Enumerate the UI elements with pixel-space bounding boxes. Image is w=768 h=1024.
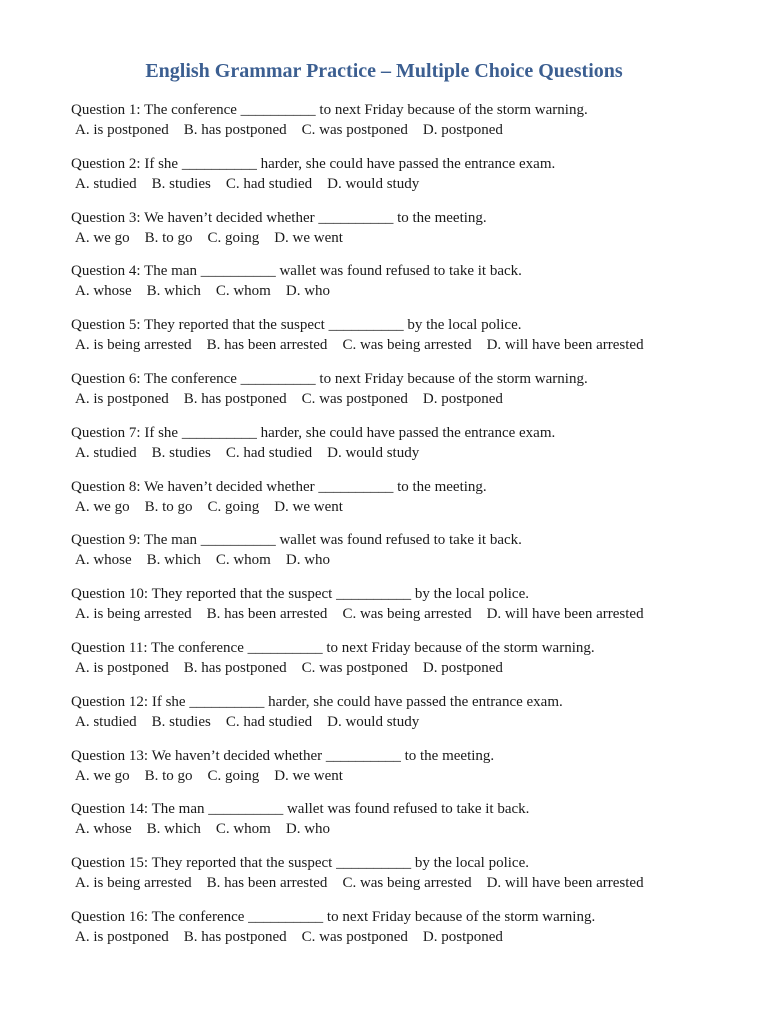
answer-options [71,228,741,249]
question-text: The conference __________ to next Friday because of the storm warning. [151,639,595,656]
question-item [71,100,741,154]
answer-option: C. whom [215,821,271,838]
answer-options [71,658,741,679]
answer-options [71,335,741,356]
question-number: Question 2: [71,155,141,172]
answer-option: D. we went [274,229,343,246]
question-item [71,261,741,315]
answer-option: D. who [285,821,331,838]
answer-option: D. we went [274,498,343,515]
question-stem [71,261,741,281]
answer-option: A. we go [75,498,130,515]
answer-options [71,281,741,302]
question-item [71,853,741,907]
question-number: Question 9: [71,532,141,549]
answer-option: B. has postponed [183,659,287,676]
question-text: If she __________ harder, she could have passed the entrance exam. [151,693,563,710]
answer-options [71,873,741,894]
answer-option: C. was postponed [301,390,408,407]
answer-options [71,927,741,948]
answer-options [71,120,741,141]
question-stem [71,369,741,389]
answer-option: C. was postponed [301,659,408,676]
answer-option: C. going [207,229,260,246]
question-number: Question 5: [71,317,141,334]
question-number: Question 7: [71,424,141,441]
question-text: They reported that the suspect __________ by the local police. [144,317,522,334]
answer-option: D. who [285,552,331,569]
question-number: Question 11: [71,639,148,656]
answer-option: A. is postponed [75,122,169,138]
question-item [71,907,741,961]
answer-option: C. whom [215,283,271,300]
question-number: Question 16: [71,908,149,925]
question-number: Question 13: [71,747,149,764]
answer-option: A. is being arrested [75,875,192,892]
question-list [71,100,741,961]
answer-option: B. has been arrested [206,875,328,892]
answer-option: C. had studied [225,444,313,461]
question-text: We haven’t decided whether __________ to the meeting. [151,747,495,764]
question-item [71,584,741,638]
question-item [71,423,741,477]
answer-option: D. will have been arrested [486,875,644,892]
question-text: If she __________ harder, she could have passed the entrance exam. [144,424,556,441]
answer-option: B. to go [144,767,193,784]
answer-option: C. going [207,498,260,515]
answer-option: A. studied [75,175,137,192]
question-number: Question 3: [71,209,141,226]
answer-option: B. has been arrested [206,606,328,623]
answer-option: B. has postponed [183,928,287,945]
question-item [71,208,741,262]
answer-option: D. will have been arrested [486,606,644,623]
question-stem [71,907,741,927]
question-stem [71,530,741,550]
question-text: The conference __________ to next Friday because of the storm warning. [151,908,596,925]
answer-option: B. studies [151,175,211,192]
question-number: Question 1: [71,102,141,118]
answer-option: B. studies [151,444,211,461]
question-stem [71,208,741,228]
answer-option: C. going [207,767,260,784]
answer-option: A. we go [75,229,130,246]
question-number: Question 14: [71,801,149,818]
question-text: If she __________ harder, she could have passed the entrance exam. [144,155,556,172]
answer-option: C. had studied [225,713,313,730]
answer-options [71,174,741,195]
question-stem [71,315,741,335]
answer-options [71,604,741,625]
question-number: Question 6: [71,370,141,387]
answer-option: C. was postponed [301,122,408,138]
question-item [71,477,741,531]
question-item [71,692,741,746]
question-stem [71,154,741,174]
document-title: English Grammar Practice – Multiple Choice Questions [145,60,623,82]
answer-options [71,497,741,518]
question-text: We haven’t decided whether __________ to the meeting. [144,209,487,226]
answer-option: B. has postponed [183,122,287,138]
question-item [71,315,741,369]
answer-options [71,766,741,787]
answer-option: B. which [146,821,201,838]
question-item [71,746,741,800]
answer-options [71,550,741,571]
question-item [71,154,741,208]
answer-option: B. to go [144,229,193,246]
question-text: The man __________ wallet was found refused to take it back. [144,532,522,549]
answer-option: A. is postponed [75,928,169,945]
question-text: They reported that the suspect __________ by the local police. [151,855,529,872]
question-text: The man __________ wallet was found refused to take it back. [144,263,522,280]
answer-option: C. was being arrested [342,337,472,354]
question-stem [71,584,741,604]
answer-options [71,819,741,840]
question-stem [71,799,741,819]
question-number: Question 10: [71,586,149,603]
question-text: The man __________ wallet was found refused to take it back. [151,801,530,818]
answer-option: D. would study [327,175,420,192]
answer-option: B. studies [151,713,211,730]
answer-option: D. we went [274,767,343,784]
question-item [71,369,741,423]
question-number: Question 8: [71,478,141,495]
question-stem [71,423,741,443]
question-stem [71,746,741,766]
question-text: They reported that the suspect __________ by the local police. [151,586,529,603]
answer-option: A. is postponed [75,390,169,407]
question-text: The conference __________ to next Friday because of the storm warning. [144,102,588,118]
answer-option: D. would study [327,444,420,461]
answer-option: A. is being arrested [75,337,192,354]
answer-option: A. whose [75,552,132,569]
answer-option: B. has been arrested [206,337,328,354]
question-item [71,530,741,584]
question-number: Question 12: [71,693,149,710]
answer-option: D. who [285,283,331,300]
answer-option: D. will have been arrested [486,337,644,354]
answer-option: A. whose [75,821,132,838]
answer-option: D. postponed [422,122,503,138]
answer-option: C. had studied [225,175,313,192]
question-item [71,799,741,853]
answer-options [71,712,741,733]
question-stem [71,692,741,712]
answer-option: A. is being arrested [75,606,192,623]
question-stem [71,100,741,120]
question-number: Question 15: [71,855,149,872]
question-stem [71,477,741,497]
answer-options [71,443,741,464]
answer-option: A. we go [75,767,130,784]
answer-option: D. would study [327,713,420,730]
answer-option: C. was postponed [301,928,408,945]
question-text: The conference __________ to next Friday because of the storm warning. [144,370,588,387]
answer-option: C. was being arrested [342,875,472,892]
question-item [71,638,741,692]
question-stem [71,853,741,873]
answer-option: A. studied [75,713,137,730]
answer-options [71,389,741,410]
question-number: Question 4: [71,263,141,280]
answer-option: D. postponed [422,659,503,676]
answer-option: C. whom [215,552,271,569]
answer-option: D. postponed [422,928,503,945]
answer-option: D. postponed [422,390,503,407]
answer-option: B. has postponed [183,390,287,407]
answer-option: B. to go [144,498,193,515]
answer-option: A. whose [75,283,132,300]
answer-option: B. which [146,283,201,300]
answer-option: A. is postponed [75,659,169,676]
question-stem [71,638,741,658]
answer-option: B. which [146,552,201,569]
question-text: We haven’t decided whether __________ to the meeting. [144,478,487,495]
answer-option: C. was being arrested [342,606,472,623]
answer-option: A. studied [75,444,137,461]
